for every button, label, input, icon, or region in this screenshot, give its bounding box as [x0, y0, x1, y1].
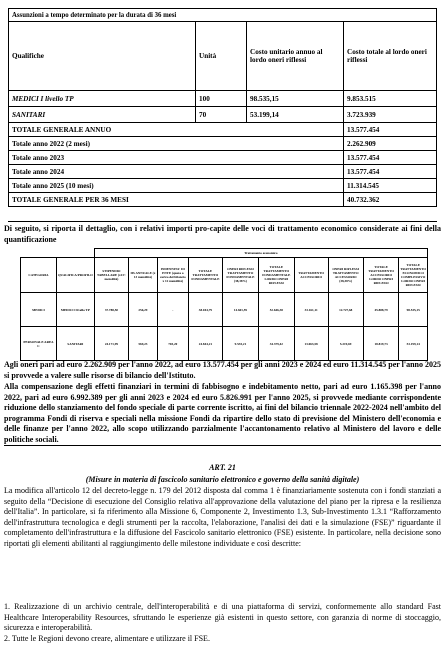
row-label: MEDICI I livello TP — [9, 91, 196, 107]
table-row — [9, 91, 437, 107]
table-cell: 14.601,59 — [223, 293, 259, 327]
total-row — [9, 179, 437, 193]
intro-paragraph: Di seguito, si riporta il dettaglio, con i relativi importi pro-capite delle voci di trattamento economico considerate ai fini della quantificazione — [4, 224, 441, 244]
table-cell: 256,29 — [129, 293, 158, 327]
total-label: TOTALE GENERALE ANNUO — [9, 123, 344, 137]
col-header: TOTALE TRATTAMENTO FONDAMENTALE LORDO ONERI RIFLESSI — [258, 258, 294, 293]
col-header: STIPENDIO TABELLARE (x13^ mensilità) — [94, 258, 128, 293]
header-unita: Unità — [196, 22, 247, 91]
row-unit-cost: 53.199,14 — [247, 107, 344, 123]
table-cell: 12.727,68 — [328, 293, 363, 327]
row-units: 100 — [196, 91, 247, 107]
article-title: ART. 21 — [209, 463, 236, 472]
section-divider — [8, 221, 437, 222]
total-label: Totale anno 2024 — [9, 165, 344, 179]
table-cell: 33.161,11 — [294, 293, 328, 327]
col-header: CATEGORIA — [21, 258, 57, 293]
table-cell: 24.171,99 — [94, 327, 128, 361]
table-cell: MEDICI — [21, 293, 57, 327]
table-cell: 45.888,79 — [363, 293, 398, 327]
table-cell: 34.379,42 — [258, 327, 294, 361]
row-unit-cost: 98.535,15 — [247, 91, 344, 107]
col-header: IIS ANNUALE (x 13 mensilità) — [129, 258, 158, 293]
col-header: TRATTAMENTO ACCESSORIO — [294, 258, 328, 293]
col-header: TOTALE TRATTAMENTO FONDAMENTALE — [188, 258, 222, 293]
staffing-cost-table — [8, 8, 437, 207]
salary-detail-table — [20, 248, 428, 361]
row-total: 3.723.939 — [344, 107, 437, 123]
table-row — [9, 107, 437, 123]
table-cell: 569,23 — [129, 327, 158, 361]
col-header: INDENNITA' DI ENTE (quota a carico del bilancio x 12 mensilità) — [157, 258, 188, 293]
table-cell: PERSONALE AREA C — [21, 327, 57, 361]
total-value: 13.577.454 — [344, 165, 437, 179]
table-cell: - — [157, 293, 188, 327]
total-row — [9, 137, 437, 151]
table-cell: 52.646,38 — [258, 293, 294, 327]
table-row — [21, 293, 428, 327]
article-subtitle: (Misure in materia di fascicolo sanitario elettronico e governo della sanità digitale) — [85, 475, 360, 484]
total-value: 11.314.545 — [344, 179, 437, 193]
total-value: 13.577.454 — [344, 123, 437, 137]
total-label: Totale anno 2022 (2 mesi) — [9, 137, 344, 151]
table-cell: 5.219,69 — [328, 327, 363, 361]
table-row — [21, 327, 428, 361]
total-row — [9, 123, 437, 137]
header-qualifiche: Qualifiche — [9, 22, 196, 91]
total-label: TOTALE GENERALE PER 36 MESI — [9, 193, 344, 207]
col-header: TOTALE TRATTAMENTO ACCESSORIO LORDO ONERI RIFLESSI — [363, 258, 398, 293]
col-header: TOTALE TRATTAMENTO ECONOMICO COMPLESSIVO LORDO ONERI RIFLESSI — [399, 258, 428, 293]
table-cell: 98.535,15 — [399, 293, 428, 327]
table-cell: 38.044,79 — [188, 293, 222, 327]
table-cell: MEDICI I livello TP — [56, 293, 94, 327]
table-cell: 13.063,58 — [294, 327, 328, 361]
col-header: QUALIFICA/PROFILO — [56, 258, 94, 293]
header-costo-totale: Costo totale al lordo oneri riflessi — [344, 22, 437, 91]
group-header: Trattamento economico — [94, 249, 427, 258]
col-header: ONERI RIFLESSI TRATTAMENTO ACCESSORIO (38,38%) — [328, 258, 363, 293]
section-divider — [4, 445, 441, 446]
table-cell: 53.199,14 — [399, 327, 428, 361]
table-title: Assunzioni a tempo determinato per la durata di 36 mesi — [9, 9, 437, 22]
total-value: 13.577.454 — [344, 151, 437, 165]
total-row — [9, 165, 437, 179]
total-label: Totale anno 2025 (10 mesi) — [9, 179, 344, 193]
funding-paragraph: Agli oneri pari ad euro 2.262.909 per l'anno 2022, ad euro 13.577.454 per gli anni 2023 e 2024 ed euro 11.314.545 per l'anno 2025 si provvede a valere sulle risorse di bilancio dell'Istituto. — [4, 360, 441, 380]
article-item-2: 2. Tutte le Regioni devono creare, alimentare e utilizzare il FSE. — [4, 634, 210, 643]
table-cell: SANITARI — [56, 327, 94, 361]
col-header: ONERI RIFLESSI TRATTAMENTO FONDAMENTALE (38,38%) — [223, 258, 259, 293]
row-label: SANITARI — [9, 107, 196, 123]
total-row — [9, 193, 437, 207]
table-cell: 37.788,50 — [94, 293, 128, 327]
compensation-paragraph: Alla compensazione degli effetti finanziari in termini di fabbisogno e indebitamento netto, pari ad euro 1.165.398 per l'anno 2022, pari ad euro 6.992.389 per gli anni 2023 e 2024 ed euro 5.826.991 per l'anno 2025, si provvede mediante corrispondente riduzione dello stanziamento del fondo speciale di parte corrente iscritto, ai fini del bilancio triennale 2022-2024 nell'ambito del programma Fondi di riserva e speciali nella missione Fondi da ripartire dello stato di previsione del Ministero dell'economia e delle finanze per l'anno 2022, allo scopo utilizzando parzialmente l'accantonamento relativo al Ministero del lavoro e delle politiche sociali. — [4, 382, 441, 444]
row-units: 70 — [196, 107, 247, 123]
table-cell: 9.535,21 — [223, 327, 259, 361]
table-cell: 18.819,73 — [363, 327, 398, 361]
article-body: La modifica all'articolo 12 del decreto-legge n. 179 del 2012 disposta dal comma 1 è finanziariamente sostenuta con i fondi stanziati a seguito della “Decisione di esecuzione del Consiglio relativa all'approvazione della valutazione del piano per la ripresa e la resilienza dell'Italia”. In particolare, si fa riferimento alla Missione 6, Componente 2, Investimento 1.3, Sub-Investimento 1.3.1 “Rafforzamento dell'infrastruttura tecnologica e degli strumenti per la raccolta, l'elaborazione, l'analisi dei dati e la simulazione (FSE)” riguardante il completamento dell'infrastruttura e la diffusione del Fascicolo sanitario elettronico (FSE) esistente. In particolare, nella decisione sono riportati gli elementi abilitanti al raggiungimento delle milestone individuate e così descritte: — [4, 486, 441, 548]
total-label: Totale anno 2023 — [9, 151, 344, 165]
total-value: 2.262.909 — [344, 137, 437, 151]
table-cell: 703,20 — [157, 327, 188, 361]
header-costo-unitario: Costo unitario annuo al lordo oneri riflessi — [247, 22, 344, 91]
article-item-1: 1. Realizzazione di un archivio centrale, dell'interoperabilità e di una piattaforma di servizi, conformemente allo standard Fast Healthcare Interoperability Resources, sfruttando le esperienze già esistenti in questo settore, con garanzia di norme di stoccaggio, sicurezza e interoperabilità. — [4, 602, 441, 632]
total-row — [9, 151, 437, 165]
table-cell: 24.844,21 — [188, 327, 222, 361]
row-total: 9.853.515 — [344, 91, 437, 107]
total-value: 40.732.362 — [344, 193, 437, 207]
